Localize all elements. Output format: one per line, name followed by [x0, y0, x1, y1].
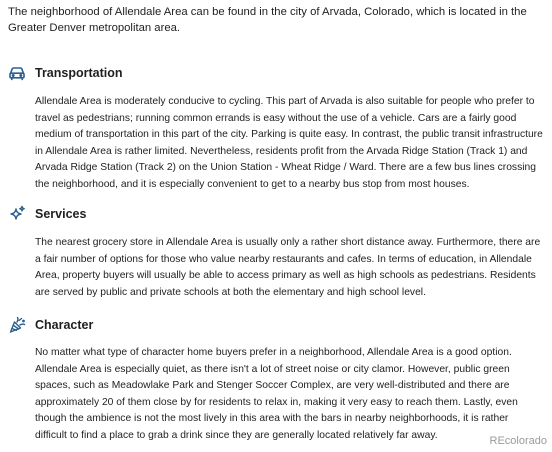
section-heading-transportation [8, 64, 123, 82]
section-body-character: No matter what type of character home buyers prefer in a neighborhood, Allendale Area is a good option. Allendale Area is especially quiet, as there isn't a lot of street noise or city clamor. However, public green spaces, such as Meadowlake Park and Stenger Soccer Complex, are very well-distributed and there are approximately 20 of them close by for residents to relax in, making it very easy to reach them. Lastly, even though the ambience is not the most lively in this area with the bars in nearby neighborhoods, it is rather difficult to find a place to grab a drink since they are generally located relatively far away. [35, 347, 518, 441]
section-body-transportation: Allendale Area is moderately conducive to cycling. This part of Arvada is also suitable for people who prefer to travel as pedestrians; running common errands is easy without the use of a vehicle. Cars are a fairly good medium of transportation in this part of the city. Parking is quite easy. In contrast, the public transit infrastructure in Allendale Area is rather limited. Nevertheless, residents profit from the Arvada Ridge Station (Track 1) and Arvada Ridge Station (Track 2) on the Union Station - Wheat Ridge / Ward. There are a few bus lines crossing the neighborhood, and it is especially convenient to get to a nearby bus stop from most houses. [35, 96, 543, 190]
intro-text: The neighborhood of Allendale Area can be found in the city of Arvada, Colorado, which is located in the Greater Denver metropolitan area. [8, 6, 527, 34]
party-popper-icon [8, 316, 26, 334]
sparkles-icon [8, 205, 26, 223]
section-title: Transportation [35, 66, 123, 80]
section-heading-services [8, 205, 86, 223]
car-icon [8, 64, 26, 82]
section-title: Character [35, 318, 94, 332]
section-body-services: The nearest grocery store in Allendale Area is usually only a rather short distance away. Furthermore, there are a fair number of options for those who value nearby restaurants and cafes. In terms of education, in Allendale Area, property buyers will usually be able to access primary as well as high schools as pedestrians. Residents are served by public and private schools at both the elementary and high school level. [35, 237, 541, 298]
section-heading-character [8, 316, 93, 334]
brand-watermark: REcolorado [489, 435, 547, 447]
section-title: Services [35, 207, 87, 221]
